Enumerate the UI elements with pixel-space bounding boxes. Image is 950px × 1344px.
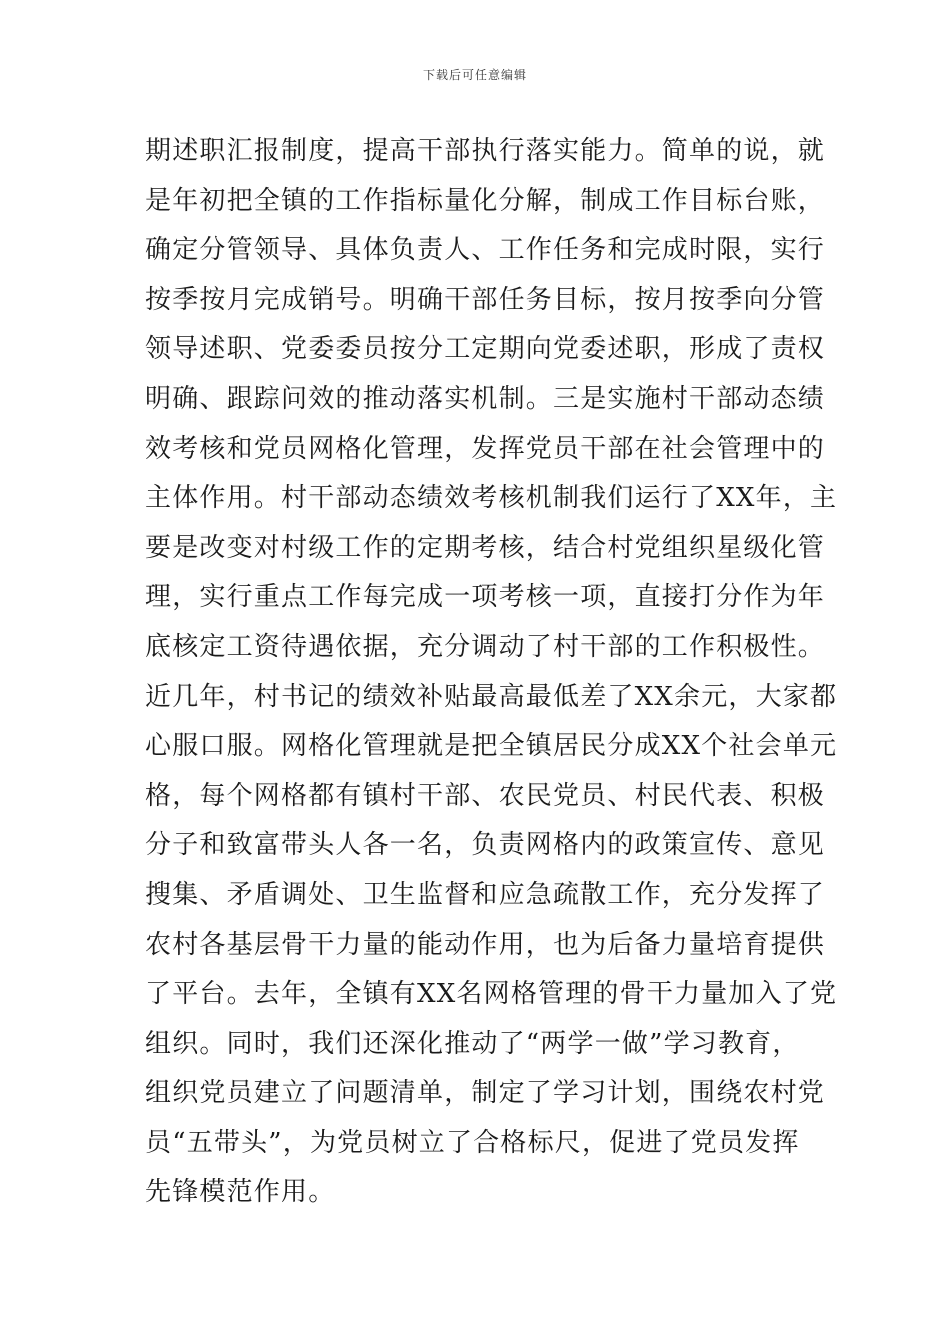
text-line: 分子和致富带头人各一名，负责网格内的政策宣传、意见 — [145, 830, 826, 861]
text-line: 了平台。去年，全镇有XX名网格管理的骨干力量加入了党 — [145, 979, 838, 1010]
text-line: 员“五带头”，为党员树立了合格标尺，促进了党员发挥 — [145, 1127, 800, 1158]
text-line: 期述职汇报制度，提高干部执行落实能力。简单的说，就 — [145, 136, 826, 166]
text-line: 是年初把全镇的工作指标量化分解，制成工作目标台账， — [145, 185, 826, 216]
text-line: 要是改变对村级工作的定期考核，结合村党组织星级化管 — [145, 532, 826, 563]
body-paragraph — [145, 127, 838, 1218]
text-line: 先锋模范作用。 — [145, 1177, 336, 1208]
text-line: 理，实行重点工作每完成一项考核一项，直接打分作为年 — [145, 582, 826, 613]
text-line: 明确、跟踪问效的推动落实机制。三是实施村干部动态绩 — [145, 383, 826, 414]
header-note: 下载后可任意编辑 — [422, 68, 527, 82]
text-line: 领导述职、党委委员按分工定期向党委述职，形成了责权 — [145, 334, 826, 365]
text-line: 搜集、矛盾调处、卫生监督和应急疏散工作，充分发挥了 — [145, 879, 826, 910]
text-line: 底核定工资待遇依据，充分调动了村干部的工作积极性。 — [145, 631, 826, 662]
text-line: 主体作用。村干部动态绩效考核机制我们运行了XX年，主 — [145, 483, 838, 514]
text-line: 组织。同时，我们还深化推动了“两学一做”学习教育， — [145, 1028, 800, 1059]
text-line: 农村各基层骨干力量的能动作用，也为后备力量培育提供 — [145, 929, 826, 960]
text-line: 心服口服。网格化管理就是把全镇居民分成XX个社会单元 — [145, 731, 838, 762]
text-line: 效考核和党员网格化管理，发挥党员干部在社会管理中的 — [145, 433, 826, 464]
text-line: 组织党员建立了问题清单，制定了学习计划，围绕农村党 — [145, 1078, 826, 1109]
text-line: 格，每个网格都有镇村干部、农民党员、村民代表、积极 — [145, 780, 826, 811]
text-line: 按季按月完成销号。明确干部任务目标，按月按季向分管 — [145, 284, 826, 315]
text-line: 确定分管领导、具体负责人、工作任务和完成时限，实行 — [145, 235, 826, 266]
text-line: 近几年，村书记的绩效补贴最高最低差了XX余元，大家都 — [145, 681, 838, 712]
